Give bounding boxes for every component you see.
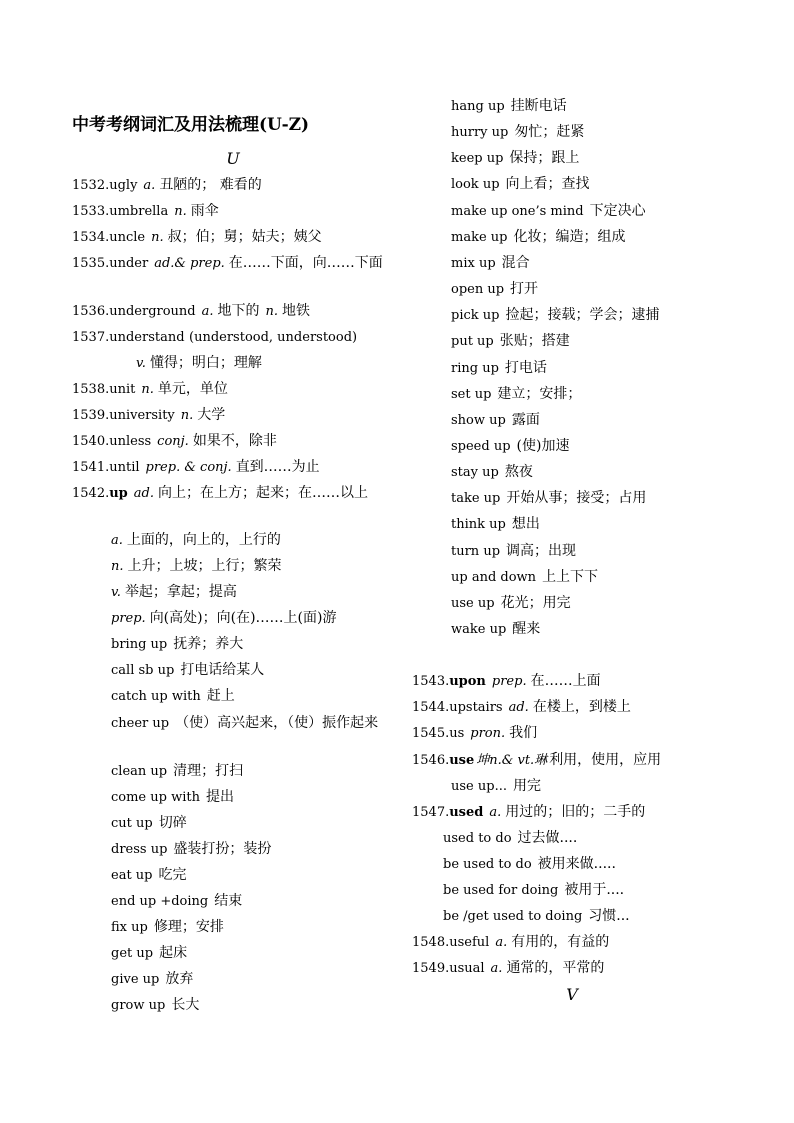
phrase-end-up: end up +doing 结束	[111, 893, 243, 909]
entry-1547-sub-4: be /get used to doing 习惯...	[443, 908, 630, 924]
entry-1532: 1532.ugly a. 丑陋的； 难看的	[72, 177, 262, 193]
entry-1535: 1535.under ad.& prep. 在……下面，向……下面	[72, 255, 383, 271]
phrase-grow-up: grow up 长大	[111, 997, 200, 1013]
phrase-look-up: look up 向上看；查找	[451, 176, 590, 192]
phrase-give-up: give up 放弃	[111, 971, 194, 987]
entry-1542-sense-2: n. 上升；上坡；上行；繁荣	[111, 558, 282, 574]
phrase-get-up: get up 起床	[111, 945, 188, 961]
phrase-cut-up: cut up 切碎	[111, 815, 187, 831]
phrase-keep-up: keep up 保持；跟上	[451, 150, 580, 166]
phrase-come-up-with: come up with 提出	[111, 789, 234, 805]
entry-1546: 1546.use 坤n.& vt.琳 利用，使用，应用	[412, 752, 662, 768]
phrase-make-up: make up 化妆；编造；组成	[451, 229, 626, 245]
phrase-wake-up: wake up 醒来	[451, 621, 541, 637]
phrase-turn-up: turn up 调高；出现	[451, 543, 577, 559]
phrase-fix-up: fix up 修理；安排	[111, 919, 224, 935]
phrase-eat-up: eat up 吃完	[111, 867, 187, 883]
entry-1538: 1538.unit n. 单元，单位	[72, 381, 228, 397]
phrase-set-up: set up 建立；安排；	[451, 386, 582, 402]
phrase-up-and-down: up and down 上上下下	[451, 569, 599, 585]
entry-1548: 1548.useful a. 有用的，有益的	[412, 934, 610, 950]
phrase-hang-up: hang up 挂断电话	[451, 98, 567, 114]
entry-1542-sense-3: v. 举起；拿起；提高	[111, 584, 237, 600]
section-letter-u: U	[226, 149, 240, 168]
phrase-stay-up: stay up 熬夜	[451, 464, 533, 480]
phrase-make-up-ones-mind: make up one’s mind 下定决心	[451, 203, 646, 219]
phrase-take-up: take up 开始从事；接受；占用	[451, 490, 647, 506]
phrase-think-up: think up 想出	[451, 516, 540, 532]
phrase-hurry-up: hurry up 匆忙；赶紧	[451, 124, 585, 140]
entry-1547-sub-2: be used to do 被用来做.....	[443, 856, 616, 872]
phrase-pick-up: pick up 捡起；接载；学会；逮捕	[451, 307, 660, 323]
entry-1540: 1540.unless conj. 如果不，除非	[72, 433, 277, 449]
phrase-use-up: use up 花光；用完	[451, 595, 571, 611]
entry-1549: 1549.usual a. 通常的，平常的	[412, 960, 605, 976]
entry-1541: 1541.until prep. & conj. 直到……为止	[72, 459, 320, 475]
entry-1534: 1534.uncle n. 叔；伯；舅；姑夫；姨父	[72, 229, 322, 245]
entry-1533: 1533.umbrella n. 雨伞	[72, 203, 219, 219]
entry-1547: 1547.used a. 用过的；旧的；二手的	[412, 804, 646, 820]
phrase-catch-up-with: catch up with 赶上	[111, 688, 235, 704]
phrase-speed-up: speed up (使)加速	[451, 438, 570, 454]
entry-1542-sense-4: prep. 向(高处)；向(在)……上(面)游	[111, 610, 337, 626]
phrase-ring-up: ring up 打电话	[451, 360, 547, 376]
entry-1547-sub-1: used to do 过去做....	[443, 830, 578, 846]
phrase-dress-up: dress up 盛装打扮；装扮	[111, 841, 272, 857]
entry-1547-sub-3: be used for doing 被用于....	[443, 882, 625, 898]
entry-1537-sense: v. 懂得；明白；理解	[136, 355, 262, 371]
entry-1537: 1537.understand (understood, understood)	[72, 330, 358, 345]
section-letter-v: V	[566, 985, 578, 1004]
entry-1546-use-up: use up... 用完	[451, 778, 541, 794]
phrase-put-up: put up 张贴；搭建	[451, 333, 570, 349]
entry-1542: 1542.up ad. 向上；在上方；起来；在……以上	[72, 485, 368, 501]
phrase-cheer-up: cheer up （使）高兴起来，（使）振作起来	[111, 715, 379, 731]
page-title: 中考考纲词汇及用法梳理(U-Z)	[72, 115, 310, 135]
phrase-call-sb-up: call sb up 打电话给某人	[111, 662, 265, 678]
entry-1543: 1543.upon prep. 在……上面	[412, 673, 601, 689]
entry-1542-sense-1: a. 上面的，向上的，上行的	[111, 532, 281, 548]
phrase-mix-up: mix up 混合	[451, 255, 530, 271]
phrase-bring-up: bring up 抚养；养大	[111, 636, 244, 652]
entry-1536: 1536.underground a. 地下的 n. 地铁	[72, 303, 311, 319]
phrase-clean-up: clean up 清理；打扫	[111, 763, 244, 779]
phrase-show-up: show up 露面	[451, 412, 540, 428]
entry-1539: 1539.university n. 大学	[72, 407, 226, 423]
phrase-open-up: open up 打开	[451, 281, 539, 297]
entry-1545: 1545.us pron. 我们	[412, 725, 538, 741]
entry-1544: 1544.upstairs ad. 在楼上，到楼上	[412, 699, 631, 715]
